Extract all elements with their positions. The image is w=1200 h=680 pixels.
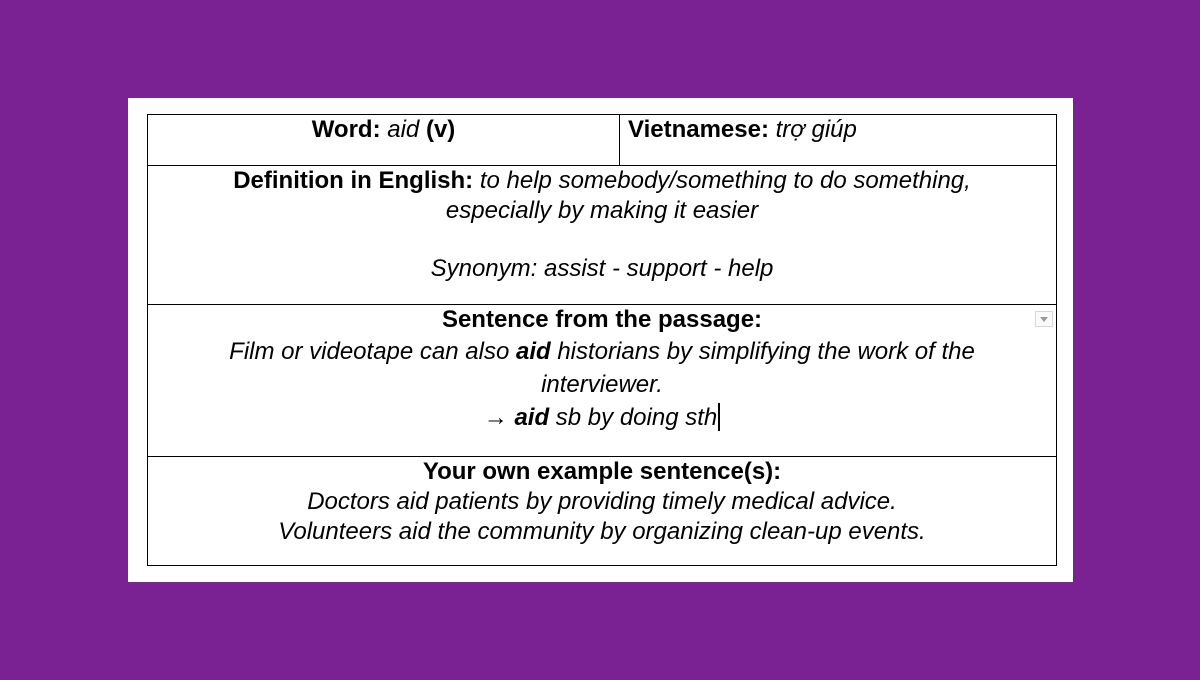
sentence-cell[interactable] [148,305,1057,457]
sentence-row [148,305,1057,457]
word-value: aid [387,116,420,143]
pattern-line [156,401,1048,434]
sentence-keyword: aid [515,338,551,365]
own-example-line1 [156,487,1048,517]
own-example-cell[interactable] [148,457,1057,566]
synonym-text: Synonym: assist - support - help [430,255,774,282]
sentence-line2 [156,368,1048,401]
definition-line2 [156,196,1048,226]
sentence-text-after: historians by simplifying the work of the [550,338,975,365]
pattern-keyword: aid [514,404,550,431]
own-example-row [148,457,1057,566]
definition-text-line1: to help somebody/something to do something, [479,167,971,194]
definition-label: Definition in English: [233,167,474,194]
own-example-line2 [156,517,1048,547]
chevron-down-icon[interactable] [1035,311,1053,327]
vietnamese-cell[interactable] [620,115,1057,166]
own-example-label-line [156,457,1048,487]
definition-text-line2: especially by making it easier [445,197,759,224]
word-label: Word: [311,116,381,143]
arrow-icon: → [483,404,515,431]
vocabulary-table [147,114,1057,566]
document-page [128,98,1073,582]
own-example-sentence1: Doctors aid patients by providing timely medical advice. [307,488,897,515]
word-cell[interactable] [148,115,620,166]
definition-row [148,166,1057,305]
own-example-label: Your own example sentence(s): [422,458,782,485]
blank-line [156,226,1048,254]
pattern-rest: sb by doing sth [549,404,718,431]
text-cursor [718,403,720,431]
sentence-text-before: Film or videotape can also [229,338,516,365]
vietnamese-label: Vietnamese: [628,116,769,143]
synonym-line [156,254,1048,284]
sentence-text-line2: interviewer. [541,371,663,398]
definition-cell[interactable] [148,166,1057,305]
sentence-line1 [156,335,1048,368]
sentence-label: Sentence from the passage: [441,306,763,333]
own-example-sentence2: Volunteers aid the community by organizing clean-up events. [278,518,926,545]
definition-line1 [156,166,1048,196]
sentence-label-line [156,305,1048,335]
word-row [148,115,1057,166]
part-of-speech: (v) [425,116,456,143]
vietnamese-value: trợ giúp [775,116,857,143]
